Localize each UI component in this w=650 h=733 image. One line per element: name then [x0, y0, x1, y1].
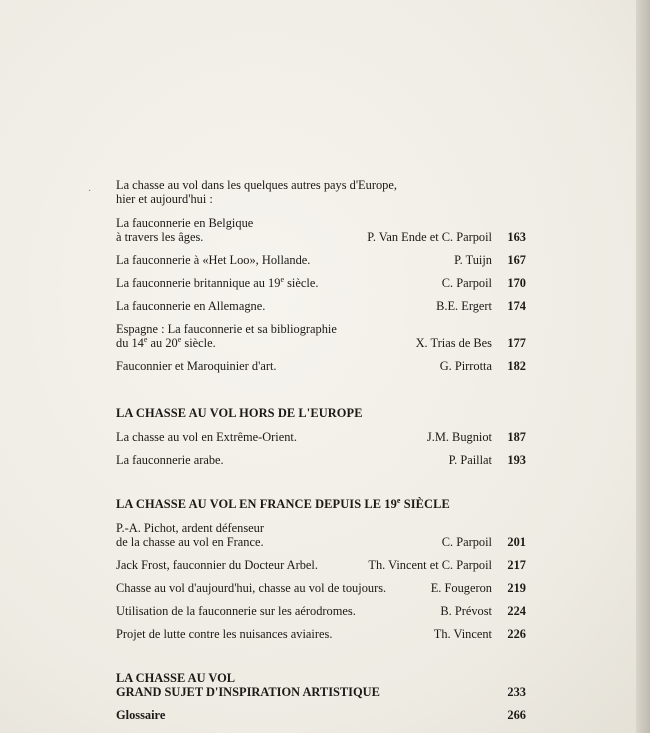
entry-title: Jack Frost, fauconnier du Docteur Arbel.: [116, 558, 318, 572]
toc-entry: [116, 430, 526, 444]
toc-entry: [116, 253, 526, 267]
section-heading: LA CHASSE AU VOL HORS DE L'EUROPE: [116, 406, 363, 420]
entry-page: 226: [507, 627, 526, 641]
entry-page: 219: [507, 581, 526, 595]
entry-title: P.-A. Pichot, ardent défenseur de la chasse au vol en France.: [116, 521, 264, 549]
section-heading: LA CHASSE AU VOL GRAND SUJET D'INSPIRATION ARTISTIQUE: [116, 671, 380, 699]
entry-author: E. Fougeron: [430, 581, 492, 595]
toc-entry: [116, 581, 526, 595]
entry-author: Th. Vincent et C. Parpoil: [368, 558, 492, 572]
toc-entry: [116, 276, 526, 290]
entry-author: B.E. Ergert: [436, 299, 492, 313]
toc-entry: [116, 299, 526, 313]
entry-author: P. Paillat: [448, 453, 492, 467]
entry-title: Utilisation de la fauconnerie sur les aérodromes.: [116, 604, 356, 618]
entry-author: B. Prévost: [440, 604, 492, 618]
entry-author: G. Pirrotta: [439, 359, 492, 373]
paper-speck: ·: [88, 186, 92, 197]
intro-line-2: hier et aujourd'hui :: [116, 192, 213, 206]
entry-author: P. Tuijn: [454, 253, 492, 267]
entry-page: 224: [507, 604, 526, 618]
toc-entry: [116, 521, 526, 549]
toc-entry: [116, 359, 526, 373]
toc-intro: [116, 178, 526, 206]
entry-page: 193: [507, 453, 526, 467]
toc-entry: [116, 216, 526, 244]
entry-title: La fauconnerie britannique au 19e siècle.: [116, 274, 319, 290]
toc-entry: [116, 604, 526, 618]
intro-line-1: La chasse au vol dans les quelques autres pays d'Europe,: [116, 178, 397, 192]
entry-page: 217: [507, 558, 526, 572]
entry-page: 201: [507, 535, 526, 549]
entry-title: Projet de lutte contre les nuisances aviaires.: [116, 627, 333, 641]
entry-page: 187: [507, 430, 526, 444]
entry-title: La fauconnerie en Allemagne.: [116, 299, 266, 313]
entry-page: 266: [507, 708, 526, 722]
entry-page: 167: [507, 253, 526, 267]
entry-author: C. Parpoil: [441, 535, 492, 549]
toc-glossary-entry: [116, 708, 526, 722]
entry-page: 174: [507, 299, 526, 313]
entry-page: 170: [507, 276, 526, 290]
entry-title: Espagne : La fauconnerie et sa bibliographie du 14e au 20e siècle.: [116, 322, 337, 350]
table-of-contents: [116, 178, 526, 731]
page-edge-shadow: [636, 0, 650, 733]
entry-title: La fauconnerie à «Het Loo», Hollande.: [116, 253, 311, 267]
entry-title: Chasse au vol d'aujourd'hui, chasse au vol de toujours.: [116, 581, 387, 595]
entry-title: La fauconnerie arabe.: [116, 453, 224, 467]
section-heading: LA CHASSE AU VOL EN FRANCE DEPUIS LE 19e SIÈCLE: [116, 495, 450, 511]
entry-title: La fauconnerie en Belgique à travers les âges.: [116, 216, 254, 244]
entry-author: Th. Vincent: [433, 627, 492, 641]
entry-page: 233: [507, 685, 526, 699]
entry-page: 163: [507, 230, 526, 244]
entry-title: Fauconnier et Maroquinier d'art.: [116, 359, 277, 373]
toc-entry: [116, 627, 526, 641]
entry-author: P. Van Ende et C. Parpoil: [367, 230, 492, 244]
glossary-label: Glossaire: [116, 708, 166, 722]
entry-page: 182: [507, 359, 526, 373]
entry-title: La chasse au vol en Extrême-Orient.: [116, 430, 297, 444]
entry-author: C. Parpoil: [441, 276, 492, 290]
toc-entry: [116, 558, 526, 572]
toc-section-entry: [116, 671, 526, 699]
entry-author: J.M. Bugniot: [426, 430, 492, 444]
entry-page: 177: [507, 336, 526, 350]
toc-entry: [116, 453, 526, 467]
entry-author: X. Trias de Bes: [415, 336, 492, 350]
toc-entry: [116, 322, 526, 350]
